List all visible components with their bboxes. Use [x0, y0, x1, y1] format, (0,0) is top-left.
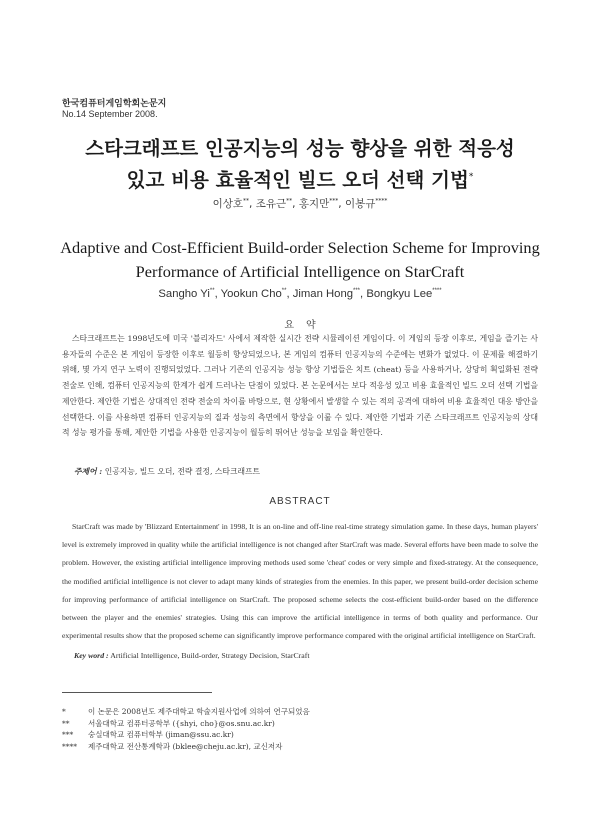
- korean-keywords: [74, 466, 260, 477]
- author-name: 조유근: [255, 198, 287, 210]
- korean-author-list: [40, 196, 560, 211]
- english-abstract-heading: ABSTRACT: [269, 496, 331, 507]
- journal-header: [62, 98, 166, 120]
- footnote: [62, 729, 310, 741]
- english-keywords: [74, 651, 310, 660]
- author-mark: **: [243, 197, 250, 205]
- author-mark: ****: [375, 197, 388, 205]
- author-name: 홍지만: [298, 198, 330, 210]
- journal-issue: No.14 September 2008.: [62, 109, 158, 119]
- korean-title-line-2: [40, 163, 560, 195]
- author-mark: ***: [329, 197, 339, 205]
- footnote-text: 서울대학교 컴퓨터공학부 ({shyi, cho}@os.snu.ac.kr): [88, 718, 275, 728]
- author-separator: ,: [292, 198, 299, 210]
- author-mark: **: [209, 288, 215, 295]
- author-name: 이상호: [212, 198, 244, 210]
- author-separator: ,: [360, 288, 367, 300]
- footnote-mark: ****: [62, 741, 77, 751]
- footnote: [62, 741, 310, 753]
- journal-name: 한국컴퓨터게임학회논문지: [62, 98, 167, 108]
- english-abstract-body: StarCraft was made by 'Blizzard Entertainment' in 1998, It is an on-line and off-line real-time strategy simulation game. In these days, human players' level is extremely improved in quality while the artificial intelligence is not changed after StarCraft was made. Several efforts have been made to solve the problem. However, the existing artificial intelligence improving methods used some 'cheat' codes or very simple and fixed-strategy. At the consequence, the modified artificial intelligence is not clever to adapt many kinds of strategies from the enemies. In this paper, we present build-order decision scheme for improving performance of artificial intelligence on StarCraft. The proposed scheme selects the cost-efficient build-order based on the difference between the player and the enemies' strategies. Using this can improve the artificial intelligence in terms of both quality and performance. Our experimental results show that the proposed scheme can significantly improve performance compared with the original artificial intelligence on StarCraft.: [62, 522, 538, 641]
- korean-abstract-heading: 요약: [284, 320, 328, 331]
- author-name: Sangho Yi: [158, 288, 210, 300]
- korean-title-line-2-text: 있고 비용 효율적인 빌드 오더 선택 기법: [126, 168, 469, 192]
- footnote-text: 숭실대학교 컴퓨터학부 (jiman@ssu.ac.kr): [88, 730, 234, 739]
- english-keywords-label: Key word :: [74, 651, 109, 660]
- author-name: Jiman Hong: [292, 288, 354, 300]
- author-mark: ***: [353, 288, 361, 295]
- footnote-mark: ***: [62, 730, 74, 739]
- author-name: 이봉규: [344, 198, 376, 210]
- author-mark: **: [281, 288, 287, 295]
- english-title: [40, 236, 560, 284]
- author-name: Yookun Cho: [220, 288, 282, 300]
- author-separator: ,: [249, 198, 256, 210]
- title-footnote-mark: *: [468, 172, 474, 182]
- footnotes: [62, 706, 310, 752]
- korean-abstract-body: 스타크래프트는 1998년도에 미국 '블리자드' 사에서 제작한 실시간 전략 시뮬레이션 게임이다. 이 게임의 등장 이후로, 게임을 즐기는 사용자들의 수준은 본 게임이 등장한 이후로 월등히 향상되었으나, 본 게임의 컴퓨터 인공지능의 수준에는 변화가 없었다. 이 문제를 해결하기 위해, 몇 가지 연구 노력이 진행되었었다. 그러나 기존의 인공지능 성능 향상 기법들은 치트 (cheat) 등을 사용하거나, 상당히 획일화된 전략 전술로 인해, 컴퓨터 인공지능의 한계가 쉽게 드러나는 단점이 있었다. 본 논문에서는 보다 적응성 있고 비용 효율적인 빌드 오더 선택 기법을 제안한다. 제안한 기법은 상대적인 전략 전술의 차이를 바탕으로, 현 상황에서 발생할 수 있는 적의 공격에 대하여 비용 효율적인 대응 방안을 선택한다. 이를 사용하면 컴퓨터 인공지능의 질과 성능의 측면에서 향상을 이룰 수 있다. 제안한 기법과 기존 스타크래프트 인공지능의 상대적 성능 평가를 통해, 제안한 기법을 사용한 인공지능이 월등히 뛰어난 성능을 보임을 확인한다.: [62, 334, 538, 438]
- korean-keywords-label: 주제어 :: [74, 467, 103, 476]
- author-separator: ,: [214, 288, 221, 300]
- author-separator: ,: [286, 288, 293, 300]
- author-mark: ****: [432, 288, 442, 295]
- author-separator: ,: [338, 198, 345, 210]
- footnote-text: 이 논문은 2008년도 제주대학교 학술지원사업에 의하여 연구되었음: [88, 707, 310, 716]
- english-title-line-2: Performance of Artificial Intelligence on StarCraft: [135, 262, 465, 281]
- english-keywords-text: Artificial Intelligence, Build-order, Strategy Decision, StarCraft: [110, 651, 310, 660]
- footnote-mark: *: [62, 707, 66, 716]
- korean-title-line-1: 스타크래프트 인공지능의 성능 향상을 위한 적응성: [85, 137, 515, 160]
- footnote: [62, 718, 310, 730]
- korean-title: [40, 135, 560, 195]
- footnote-divider: [62, 692, 212, 693]
- footnote-mark: **: [62, 718, 70, 728]
- english-title-line-1: Adaptive and Cost-Efficient Build-order Selection Scheme for Improving: [60, 238, 540, 257]
- english-author-list: [40, 288, 560, 300]
- footnote-text: 제주대학교 전산통계학과 (bklee@cheju.ac.kr), 교신저자: [88, 741, 283, 751]
- author-name: Bongkyu Lee: [366, 288, 433, 300]
- author-mark: **: [286, 197, 293, 205]
- footnote: [62, 706, 310, 718]
- korean-keywords-text: 인공지능, 빌드 오더, 전략 결정, 스타크래프트: [104, 467, 261, 476]
